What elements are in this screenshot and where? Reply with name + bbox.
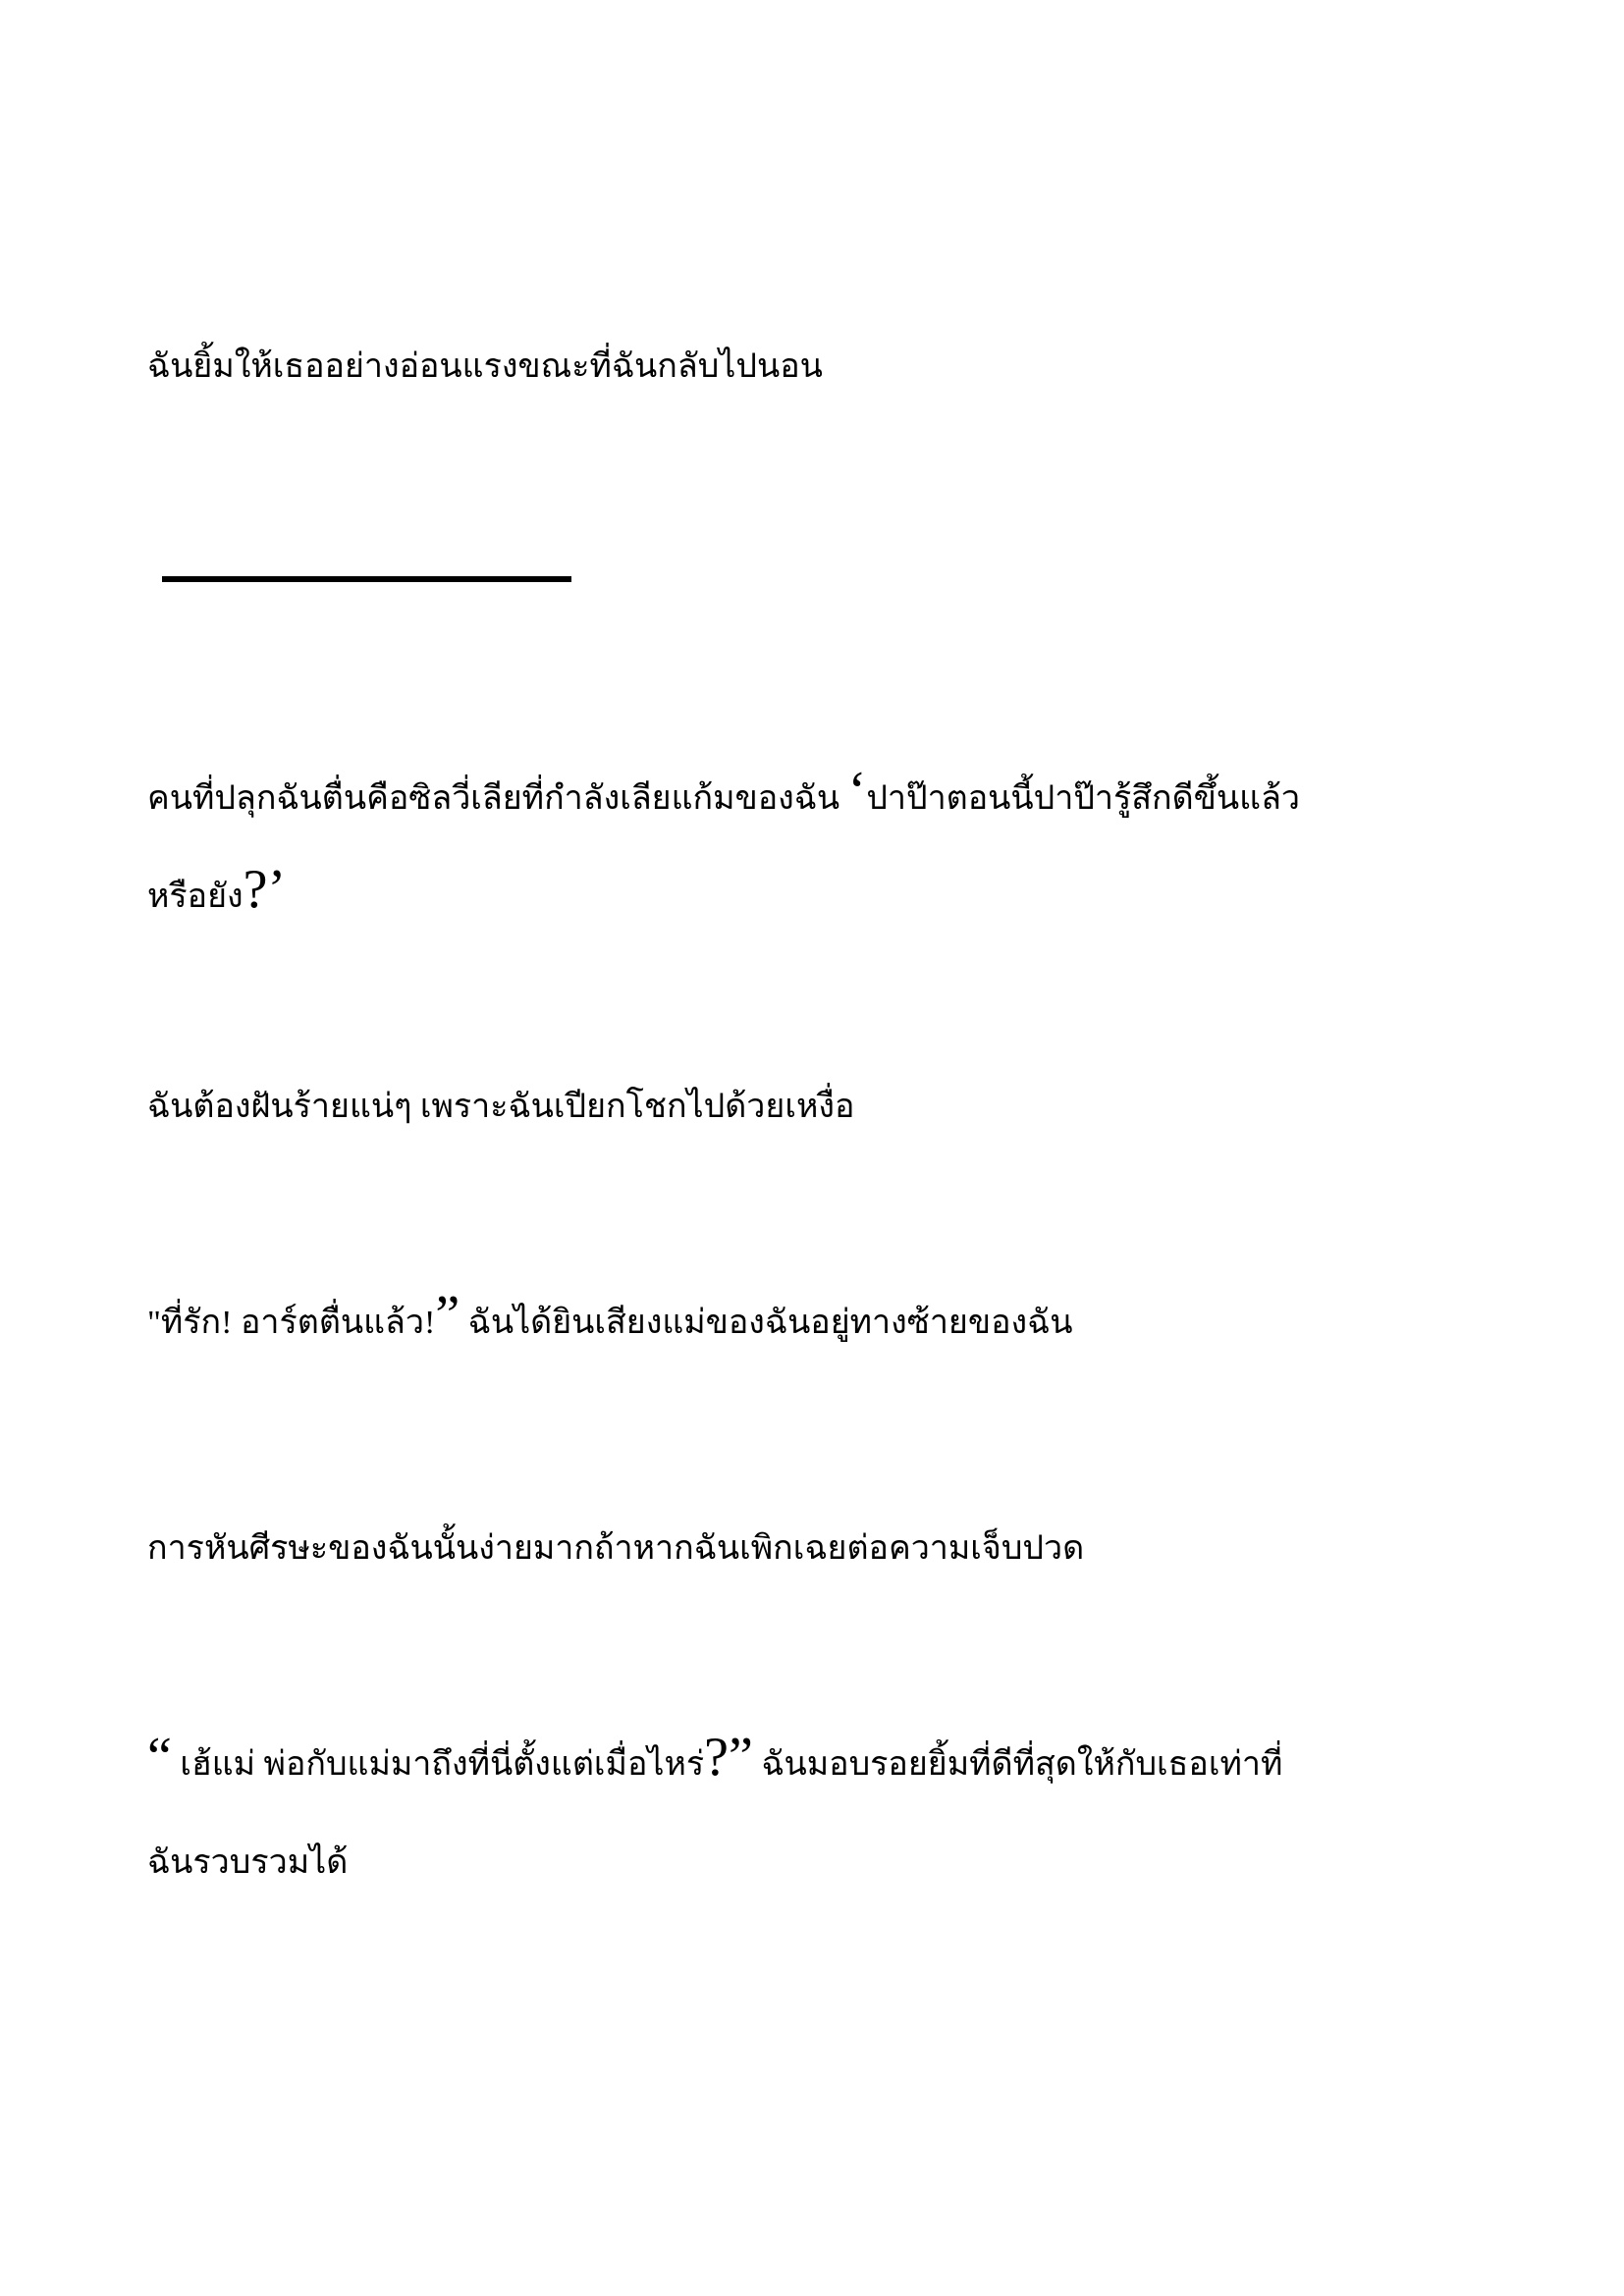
text-line (147, 1716, 1585, 1814)
large-punctuation-run: ?” (704, 1727, 753, 1788)
paragraph-4 (147, 1274, 1585, 1372)
text-line (147, 1058, 1585, 1156)
text-run: ฉันยิ้มให้เธออย่างอ่อนแรงขณะที่ฉันกลับไปนอน (147, 348, 823, 385)
text-run: ฉันได้ยินเสียงแม่ของฉันอยู่ทางซ้ายของฉัน (460, 1305, 1073, 1341)
paragraph-2 (147, 750, 1585, 946)
text-run: ฉันต้องฝันร้ายแน่ๆ เพราะฉันเปียกโชกไปด้วยเหงื่อ (147, 1089, 855, 1125)
text-line (147, 1814, 1585, 1912)
text-run: หรือยัง (147, 879, 244, 915)
paragraph-3 (147, 1058, 1585, 1156)
text-run: "ที่รัก! อาร์ตตื่นแล้ว! (147, 1305, 436, 1341)
large-punctuation-run: ?’ (243, 859, 287, 920)
text-line (147, 1274, 1585, 1372)
paragraph-1 (147, 318, 1585, 416)
text-line (147, 848, 1585, 946)
text-line (147, 318, 1585, 416)
large-punctuation-run: “ (147, 1727, 172, 1788)
text-run: ปาป๊าตอนนี้ปาป๊ารู้สึกดีขึ้นแล้ว (866, 780, 1300, 817)
paragraph-6 (147, 1716, 1585, 1912)
text-line (147, 1500, 1585, 1598)
text-run: ฉันรวบรวมได้ (147, 1844, 349, 1881)
large-punctuation-run: ‘ (847, 761, 867, 822)
text-run: การหันศีรษะของฉันนั้นง่ายมากถ้าหากฉันเพิกเฉยต่อความเจ็บปวด (147, 1530, 1085, 1567)
scene-break-divider-line (162, 576, 571, 582)
text-run: คนที่ปลุกฉันตื่นคือซิลวี่เลียที่กำลังเลียแก้มของฉัน (147, 780, 848, 817)
large-punctuation-run: ” (435, 1285, 460, 1346)
text-run: ฉันมอบรอยยิ้มที่ดีที่สุดให้กับเธอเท่าที่ (752, 1746, 1283, 1783)
text-run: เฮ้แม่ พ่อกับแม่มาถึงที่นี่ตั้งแต่เมื่อไหร่ (171, 1746, 705, 1783)
paragraph-5 (147, 1500, 1585, 1598)
text-line (147, 750, 1585, 848)
